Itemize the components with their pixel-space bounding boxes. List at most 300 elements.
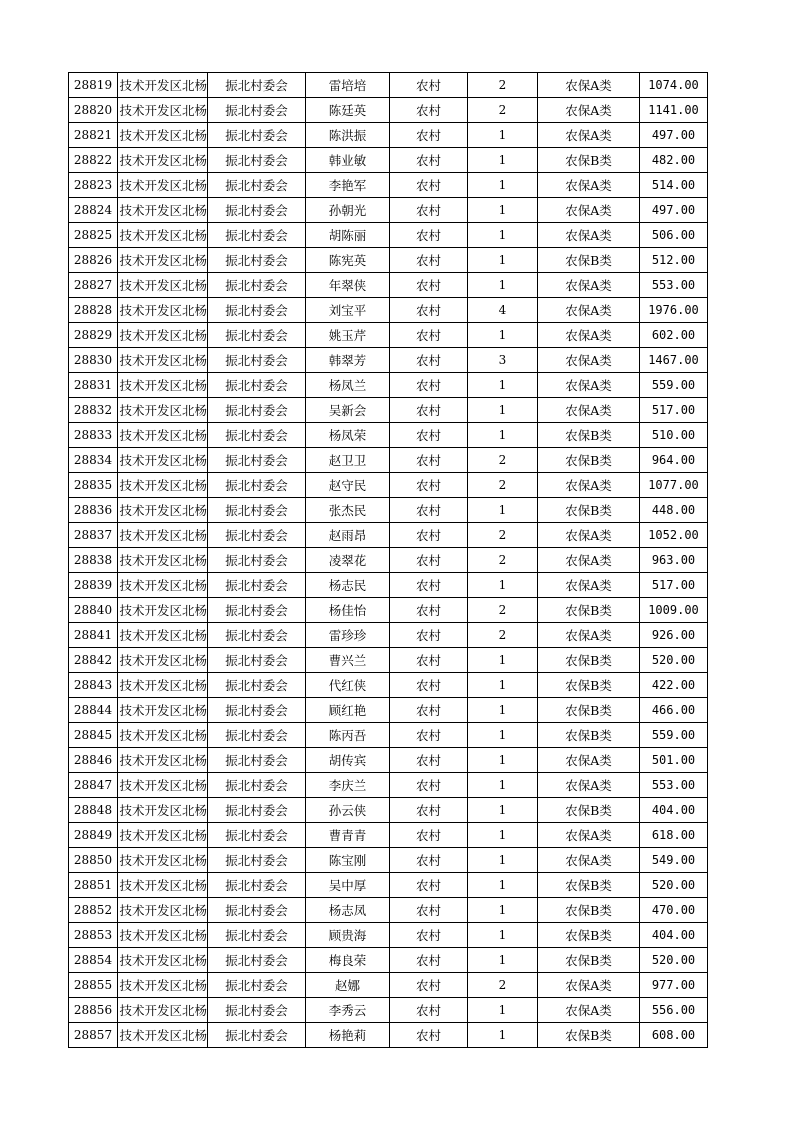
area-text: 技术开发区北杨	[119, 203, 207, 218]
amount-cell: 977.00	[640, 973, 708, 998]
row-id-cell: 28845	[69, 723, 118, 748]
table-row	[69, 898, 708, 923]
village-cell: 振北村委会	[208, 1023, 306, 1048]
name-cell: 吴新会	[306, 398, 390, 423]
person-count-cell: 2	[468, 523, 538, 548]
village-cell: 振北村委会	[208, 948, 306, 973]
name-cell: 顾贵海	[306, 923, 390, 948]
household-type-cell: 农村	[390, 423, 468, 448]
person-count-cell: 1	[468, 198, 538, 223]
area-cell	[118, 323, 208, 348]
table-row	[69, 873, 708, 898]
household-type-cell: 农村	[390, 723, 468, 748]
village-cell: 振北村委会	[208, 373, 306, 398]
person-count-cell: 1	[468, 323, 538, 348]
row-id-cell: 28856	[69, 998, 118, 1023]
village-cell: 振北村委会	[208, 73, 306, 98]
household-type-cell: 农村	[390, 998, 468, 1023]
amount-cell: 553.00	[640, 773, 708, 798]
household-type-cell: 农村	[390, 348, 468, 373]
amount-cell: 497.00	[640, 123, 708, 148]
area-text: 技术开发区北杨	[119, 978, 207, 993]
village-cell: 振北村委会	[208, 748, 306, 773]
village-cell: 振北村委会	[208, 573, 306, 598]
amount-cell: 1009.00	[640, 598, 708, 623]
area-text: 技术开发区北杨	[119, 103, 207, 118]
name-cell: 杨艳莉	[306, 1023, 390, 1048]
household-type-cell: 农村	[390, 573, 468, 598]
name-cell: 陈洪振	[306, 123, 390, 148]
person-count-cell: 1	[468, 273, 538, 298]
village-cell: 振北村委会	[208, 698, 306, 723]
name-cell: 杨志凤	[306, 898, 390, 923]
amount-cell: 602.00	[640, 323, 708, 348]
name-cell: 李艳军	[306, 173, 390, 198]
amount-cell: 549.00	[640, 848, 708, 873]
row-id-cell: 28830	[69, 348, 118, 373]
category-cell: 农保A类	[538, 773, 640, 798]
person-count-cell: 2	[468, 548, 538, 573]
area-cell	[118, 348, 208, 373]
area-text: 技术开发区北杨	[119, 478, 207, 493]
person-count-cell: 1	[468, 748, 538, 773]
amount-cell: 559.00	[640, 373, 708, 398]
area-text: 技术开发区北杨	[119, 453, 207, 468]
category-cell: 农保B类	[538, 448, 640, 473]
village-cell: 振北村委会	[208, 173, 306, 198]
person-count-cell: 1	[468, 573, 538, 598]
household-type-cell: 农村	[390, 173, 468, 198]
person-count-cell: 1	[468, 248, 538, 273]
table-row	[69, 398, 708, 423]
row-id-cell: 28848	[69, 798, 118, 823]
person-count-cell: 1	[468, 723, 538, 748]
table-row	[69, 698, 708, 723]
village-cell: 振北村委会	[208, 498, 306, 523]
person-count-cell: 1	[468, 123, 538, 148]
table-row	[69, 198, 708, 223]
category-cell: 农保B类	[538, 873, 640, 898]
row-id-cell: 28850	[69, 848, 118, 873]
amount-cell: 517.00	[640, 573, 708, 598]
village-cell: 振北村委会	[208, 773, 306, 798]
village-cell: 振北村委会	[208, 148, 306, 173]
table-row	[69, 673, 708, 698]
category-cell: 农保A类	[538, 848, 640, 873]
area-text: 技术开发区北杨	[119, 903, 207, 918]
household-type-cell: 农村	[390, 223, 468, 248]
area-text: 技术开发区北杨	[119, 228, 207, 243]
person-count-cell: 1	[468, 773, 538, 798]
village-cell: 振北村委会	[208, 723, 306, 748]
area-text: 技术开发区北杨	[119, 878, 207, 893]
category-cell: 农保B类	[538, 423, 640, 448]
village-cell: 振北村委会	[208, 923, 306, 948]
name-cell: 胡传宾	[306, 748, 390, 773]
area-cell	[118, 998, 208, 1023]
amount-cell: 1052.00	[640, 523, 708, 548]
village-cell: 振北村委会	[208, 198, 306, 223]
table-row	[69, 973, 708, 998]
name-cell: 陈廷英	[306, 98, 390, 123]
amount-cell: 448.00	[640, 498, 708, 523]
village-cell: 振北村委会	[208, 673, 306, 698]
name-cell: 韩翠芳	[306, 348, 390, 373]
village-cell: 振北村委会	[208, 473, 306, 498]
area-cell	[118, 98, 208, 123]
name-cell: 陈宪英	[306, 248, 390, 273]
table-row	[69, 923, 708, 948]
area-text: 技术开发区北杨	[119, 328, 207, 343]
person-count-cell: 1	[468, 498, 538, 523]
table-row	[69, 748, 708, 773]
area-cell	[118, 773, 208, 798]
person-count-cell: 1	[468, 148, 538, 173]
area-text: 技术开发区北杨	[119, 178, 207, 193]
household-type-cell: 农村	[390, 98, 468, 123]
table-row	[69, 73, 708, 98]
category-cell: 农保B类	[538, 598, 640, 623]
name-cell: 胡陈丽	[306, 223, 390, 248]
table-row	[69, 248, 708, 273]
household-type-cell: 农村	[390, 448, 468, 473]
row-id-cell: 28855	[69, 973, 118, 998]
category-cell: 农保A类	[538, 548, 640, 573]
amount-cell: 514.00	[640, 173, 708, 198]
row-id-cell: 28820	[69, 98, 118, 123]
name-cell: 陈丙吾	[306, 723, 390, 748]
person-count-cell: 2	[468, 98, 538, 123]
area-cell	[118, 598, 208, 623]
area-cell	[118, 698, 208, 723]
amount-cell: 1467.00	[640, 348, 708, 373]
category-cell: 农保A类	[538, 823, 640, 848]
table-row	[69, 373, 708, 398]
area-cell	[118, 973, 208, 998]
name-cell: 顾红艳	[306, 698, 390, 723]
village-cell: 振北村委会	[208, 298, 306, 323]
amount-cell: 517.00	[640, 398, 708, 423]
household-type-cell: 农村	[390, 673, 468, 698]
table-row	[69, 523, 708, 548]
household-type-cell: 农村	[390, 873, 468, 898]
village-cell: 振北村委会	[208, 973, 306, 998]
village-cell: 振北村委会	[208, 798, 306, 823]
household-type-cell: 农村	[390, 823, 468, 848]
table-row	[69, 98, 708, 123]
area-cell	[118, 298, 208, 323]
name-cell: 杨佳怡	[306, 598, 390, 623]
category-cell: 农保A类	[538, 373, 640, 398]
area-cell	[118, 173, 208, 198]
amount-cell: 422.00	[640, 673, 708, 698]
area-text: 技术开发区北杨	[119, 728, 207, 743]
area-text: 技术开发区北杨	[119, 603, 207, 618]
area-text: 技术开发区北杨	[119, 78, 207, 93]
row-id-cell: 28826	[69, 248, 118, 273]
area-text: 技术开发区北杨	[119, 503, 207, 518]
person-count-cell: 1	[468, 923, 538, 948]
category-cell: 农保B类	[538, 948, 640, 973]
amount-cell: 1141.00	[640, 98, 708, 123]
name-cell: 李秀云	[306, 998, 390, 1023]
roster-table	[68, 72, 708, 1048]
household-type-cell: 农村	[390, 598, 468, 623]
category-cell: 农保A类	[538, 973, 640, 998]
household-type-cell: 农村	[390, 498, 468, 523]
area-cell	[118, 498, 208, 523]
area-text: 技术开发区北杨	[119, 653, 207, 668]
row-id-cell: 28839	[69, 573, 118, 598]
area-text: 技术开发区北杨	[119, 403, 207, 418]
name-cell: 姚玉芹	[306, 323, 390, 348]
table-row	[69, 123, 708, 148]
person-count-cell: 1	[468, 698, 538, 723]
area-text: 技术开发区北杨	[119, 428, 207, 443]
table-row	[69, 948, 708, 973]
area-cell	[118, 373, 208, 398]
name-cell: 赵雨昂	[306, 523, 390, 548]
village-cell: 振北村委会	[208, 223, 306, 248]
row-id-cell: 28831	[69, 373, 118, 398]
category-cell: 农保A类	[538, 223, 640, 248]
area-cell	[118, 448, 208, 473]
row-id-cell: 28821	[69, 123, 118, 148]
household-type-cell: 农村	[390, 198, 468, 223]
person-count-cell: 1	[468, 173, 538, 198]
table-row	[69, 998, 708, 1023]
category-cell: 农保A类	[538, 398, 640, 423]
household-type-cell: 农村	[390, 648, 468, 673]
table-row	[69, 723, 708, 748]
village-cell: 振北村委会	[208, 598, 306, 623]
village-cell: 振北村委会	[208, 623, 306, 648]
row-id-cell: 28851	[69, 873, 118, 898]
amount-cell: 556.00	[640, 998, 708, 1023]
household-type-cell: 农村	[390, 473, 468, 498]
area-cell	[118, 523, 208, 548]
table-body	[69, 73, 708, 1048]
table-row	[69, 598, 708, 623]
name-cell: 韩业敏	[306, 148, 390, 173]
name-cell: 杨凤荣	[306, 423, 390, 448]
row-id-cell: 28822	[69, 148, 118, 173]
area-cell	[118, 198, 208, 223]
name-cell: 梅良荣	[306, 948, 390, 973]
name-cell: 代红侠	[306, 673, 390, 698]
area-text: 技术开发区北杨	[119, 928, 207, 943]
amount-cell: 618.00	[640, 823, 708, 848]
village-cell: 振北村委会	[208, 98, 306, 123]
village-cell: 振北村委会	[208, 523, 306, 548]
name-cell: 年翠侠	[306, 273, 390, 298]
village-cell: 振北村委会	[208, 873, 306, 898]
name-cell: 张杰民	[306, 498, 390, 523]
village-cell: 振北村委会	[208, 248, 306, 273]
household-type-cell: 农村	[390, 898, 468, 923]
household-type-cell: 农村	[390, 273, 468, 298]
row-id-cell: 28832	[69, 398, 118, 423]
category-cell: 农保B类	[538, 723, 640, 748]
household-type-cell: 农村	[390, 148, 468, 173]
village-cell: 振北村委会	[208, 348, 306, 373]
amount-cell: 470.00	[640, 898, 708, 923]
name-cell: 孙朝光	[306, 198, 390, 223]
household-type-cell: 农村	[390, 923, 468, 948]
name-cell: 陈宝刚	[306, 848, 390, 873]
amount-cell: 512.00	[640, 248, 708, 273]
area-text: 技术开发区北杨	[119, 953, 207, 968]
table-row	[69, 573, 708, 598]
category-cell: 农保A类	[538, 73, 640, 98]
amount-cell: 553.00	[640, 273, 708, 298]
name-cell: 雷珍珍	[306, 623, 390, 648]
person-count-cell: 2	[468, 598, 538, 623]
area-cell	[118, 398, 208, 423]
household-type-cell: 农村	[390, 973, 468, 998]
area-cell	[118, 948, 208, 973]
household-type-cell: 农村	[390, 773, 468, 798]
table-row	[69, 323, 708, 348]
table-row	[69, 423, 708, 448]
area-text: 技术开发区北杨	[119, 378, 207, 393]
table-row	[69, 773, 708, 798]
row-id-cell: 28836	[69, 498, 118, 523]
person-count-cell: 1	[468, 798, 538, 823]
category-cell: 农保A类	[538, 998, 640, 1023]
area-cell	[118, 798, 208, 823]
person-count-cell: 2	[468, 973, 538, 998]
amount-cell: 501.00	[640, 748, 708, 773]
village-cell: 振北村委会	[208, 448, 306, 473]
table-row	[69, 148, 708, 173]
name-cell: 雷培培	[306, 73, 390, 98]
village-cell: 振北村委会	[208, 398, 306, 423]
household-type-cell: 农村	[390, 1023, 468, 1048]
amount-cell: 926.00	[640, 623, 708, 648]
village-cell: 振北村委会	[208, 548, 306, 573]
village-cell: 振北村委会	[208, 123, 306, 148]
table-row	[69, 223, 708, 248]
area-cell	[118, 673, 208, 698]
amount-cell: 466.00	[640, 698, 708, 723]
person-count-cell: 1	[468, 898, 538, 923]
name-cell: 孙云侠	[306, 798, 390, 823]
category-cell: 农保B类	[538, 248, 640, 273]
area-text: 技术开发区北杨	[119, 803, 207, 818]
amount-cell: 559.00	[640, 723, 708, 748]
name-cell: 曹兴兰	[306, 648, 390, 673]
amount-cell: 608.00	[640, 1023, 708, 1048]
table-row	[69, 648, 708, 673]
amount-cell: 482.00	[640, 148, 708, 173]
category-cell: 农保B类	[538, 648, 640, 673]
village-cell: 振北村委会	[208, 898, 306, 923]
category-cell: 农保A类	[538, 348, 640, 373]
amount-cell: 520.00	[640, 948, 708, 973]
village-cell: 振北村委会	[208, 823, 306, 848]
row-id-cell: 28847	[69, 773, 118, 798]
household-type-cell: 农村	[390, 948, 468, 973]
person-count-cell: 2	[468, 448, 538, 473]
amount-cell: 1074.00	[640, 73, 708, 98]
amount-cell: 964.00	[640, 448, 708, 473]
area-text: 技术开发区北杨	[119, 153, 207, 168]
row-id-cell: 28854	[69, 948, 118, 973]
row-id-cell: 28853	[69, 923, 118, 948]
table-row	[69, 348, 708, 373]
area-text: 技术开发区北杨	[119, 1003, 207, 1018]
person-count-cell: 1	[468, 673, 538, 698]
area-text: 技术开发区北杨	[119, 353, 207, 368]
area-cell	[118, 648, 208, 673]
household-type-cell: 农村	[390, 623, 468, 648]
area-text: 技术开发区北杨	[119, 528, 207, 543]
table-row	[69, 273, 708, 298]
category-cell: 农保B类	[538, 1023, 640, 1048]
person-count-cell: 1	[468, 423, 538, 448]
village-cell: 振北村委会	[208, 998, 306, 1023]
table-row	[69, 448, 708, 473]
household-type-cell: 农村	[390, 398, 468, 423]
row-id-cell: 28828	[69, 298, 118, 323]
category-cell: 农保A类	[538, 573, 640, 598]
area-cell	[118, 573, 208, 598]
area-cell	[118, 748, 208, 773]
amount-cell: 1976.00	[640, 298, 708, 323]
person-count-cell: 1	[468, 998, 538, 1023]
name-cell: 刘宝平	[306, 298, 390, 323]
village-cell: 振北村委会	[208, 323, 306, 348]
table-row	[69, 623, 708, 648]
category-cell: 农保B类	[538, 148, 640, 173]
area-cell	[118, 123, 208, 148]
row-id-cell: 28849	[69, 823, 118, 848]
person-count-cell: 1	[468, 398, 538, 423]
area-cell	[118, 873, 208, 898]
area-text: 技术开发区北杨	[119, 303, 207, 318]
category-cell: 农保B类	[538, 698, 640, 723]
household-type-cell: 农村	[390, 798, 468, 823]
row-id-cell: 28846	[69, 748, 118, 773]
person-count-cell: 1	[468, 1023, 538, 1048]
area-text: 技术开发区北杨	[119, 628, 207, 643]
area-cell	[118, 273, 208, 298]
amount-cell: 404.00	[640, 923, 708, 948]
row-id-cell: 28835	[69, 473, 118, 498]
category-cell: 农保A类	[538, 523, 640, 548]
category-cell: 农保A类	[538, 623, 640, 648]
person-count-cell: 1	[468, 373, 538, 398]
name-cell: 杨志民	[306, 573, 390, 598]
person-count-cell: 2	[468, 623, 538, 648]
household-type-cell: 农村	[390, 698, 468, 723]
row-id-cell: 28834	[69, 448, 118, 473]
category-cell: 农保A类	[538, 323, 640, 348]
area-cell	[118, 223, 208, 248]
person-count-cell: 1	[468, 223, 538, 248]
category-cell: 农保A类	[538, 748, 640, 773]
area-cell	[118, 723, 208, 748]
row-id-cell: 28829	[69, 323, 118, 348]
row-id-cell: 28852	[69, 898, 118, 923]
household-type-cell: 农村	[390, 373, 468, 398]
person-count-cell: 1	[468, 648, 538, 673]
row-id-cell: 28824	[69, 198, 118, 223]
amount-cell: 963.00	[640, 548, 708, 573]
row-id-cell: 28819	[69, 73, 118, 98]
area-cell	[118, 73, 208, 98]
